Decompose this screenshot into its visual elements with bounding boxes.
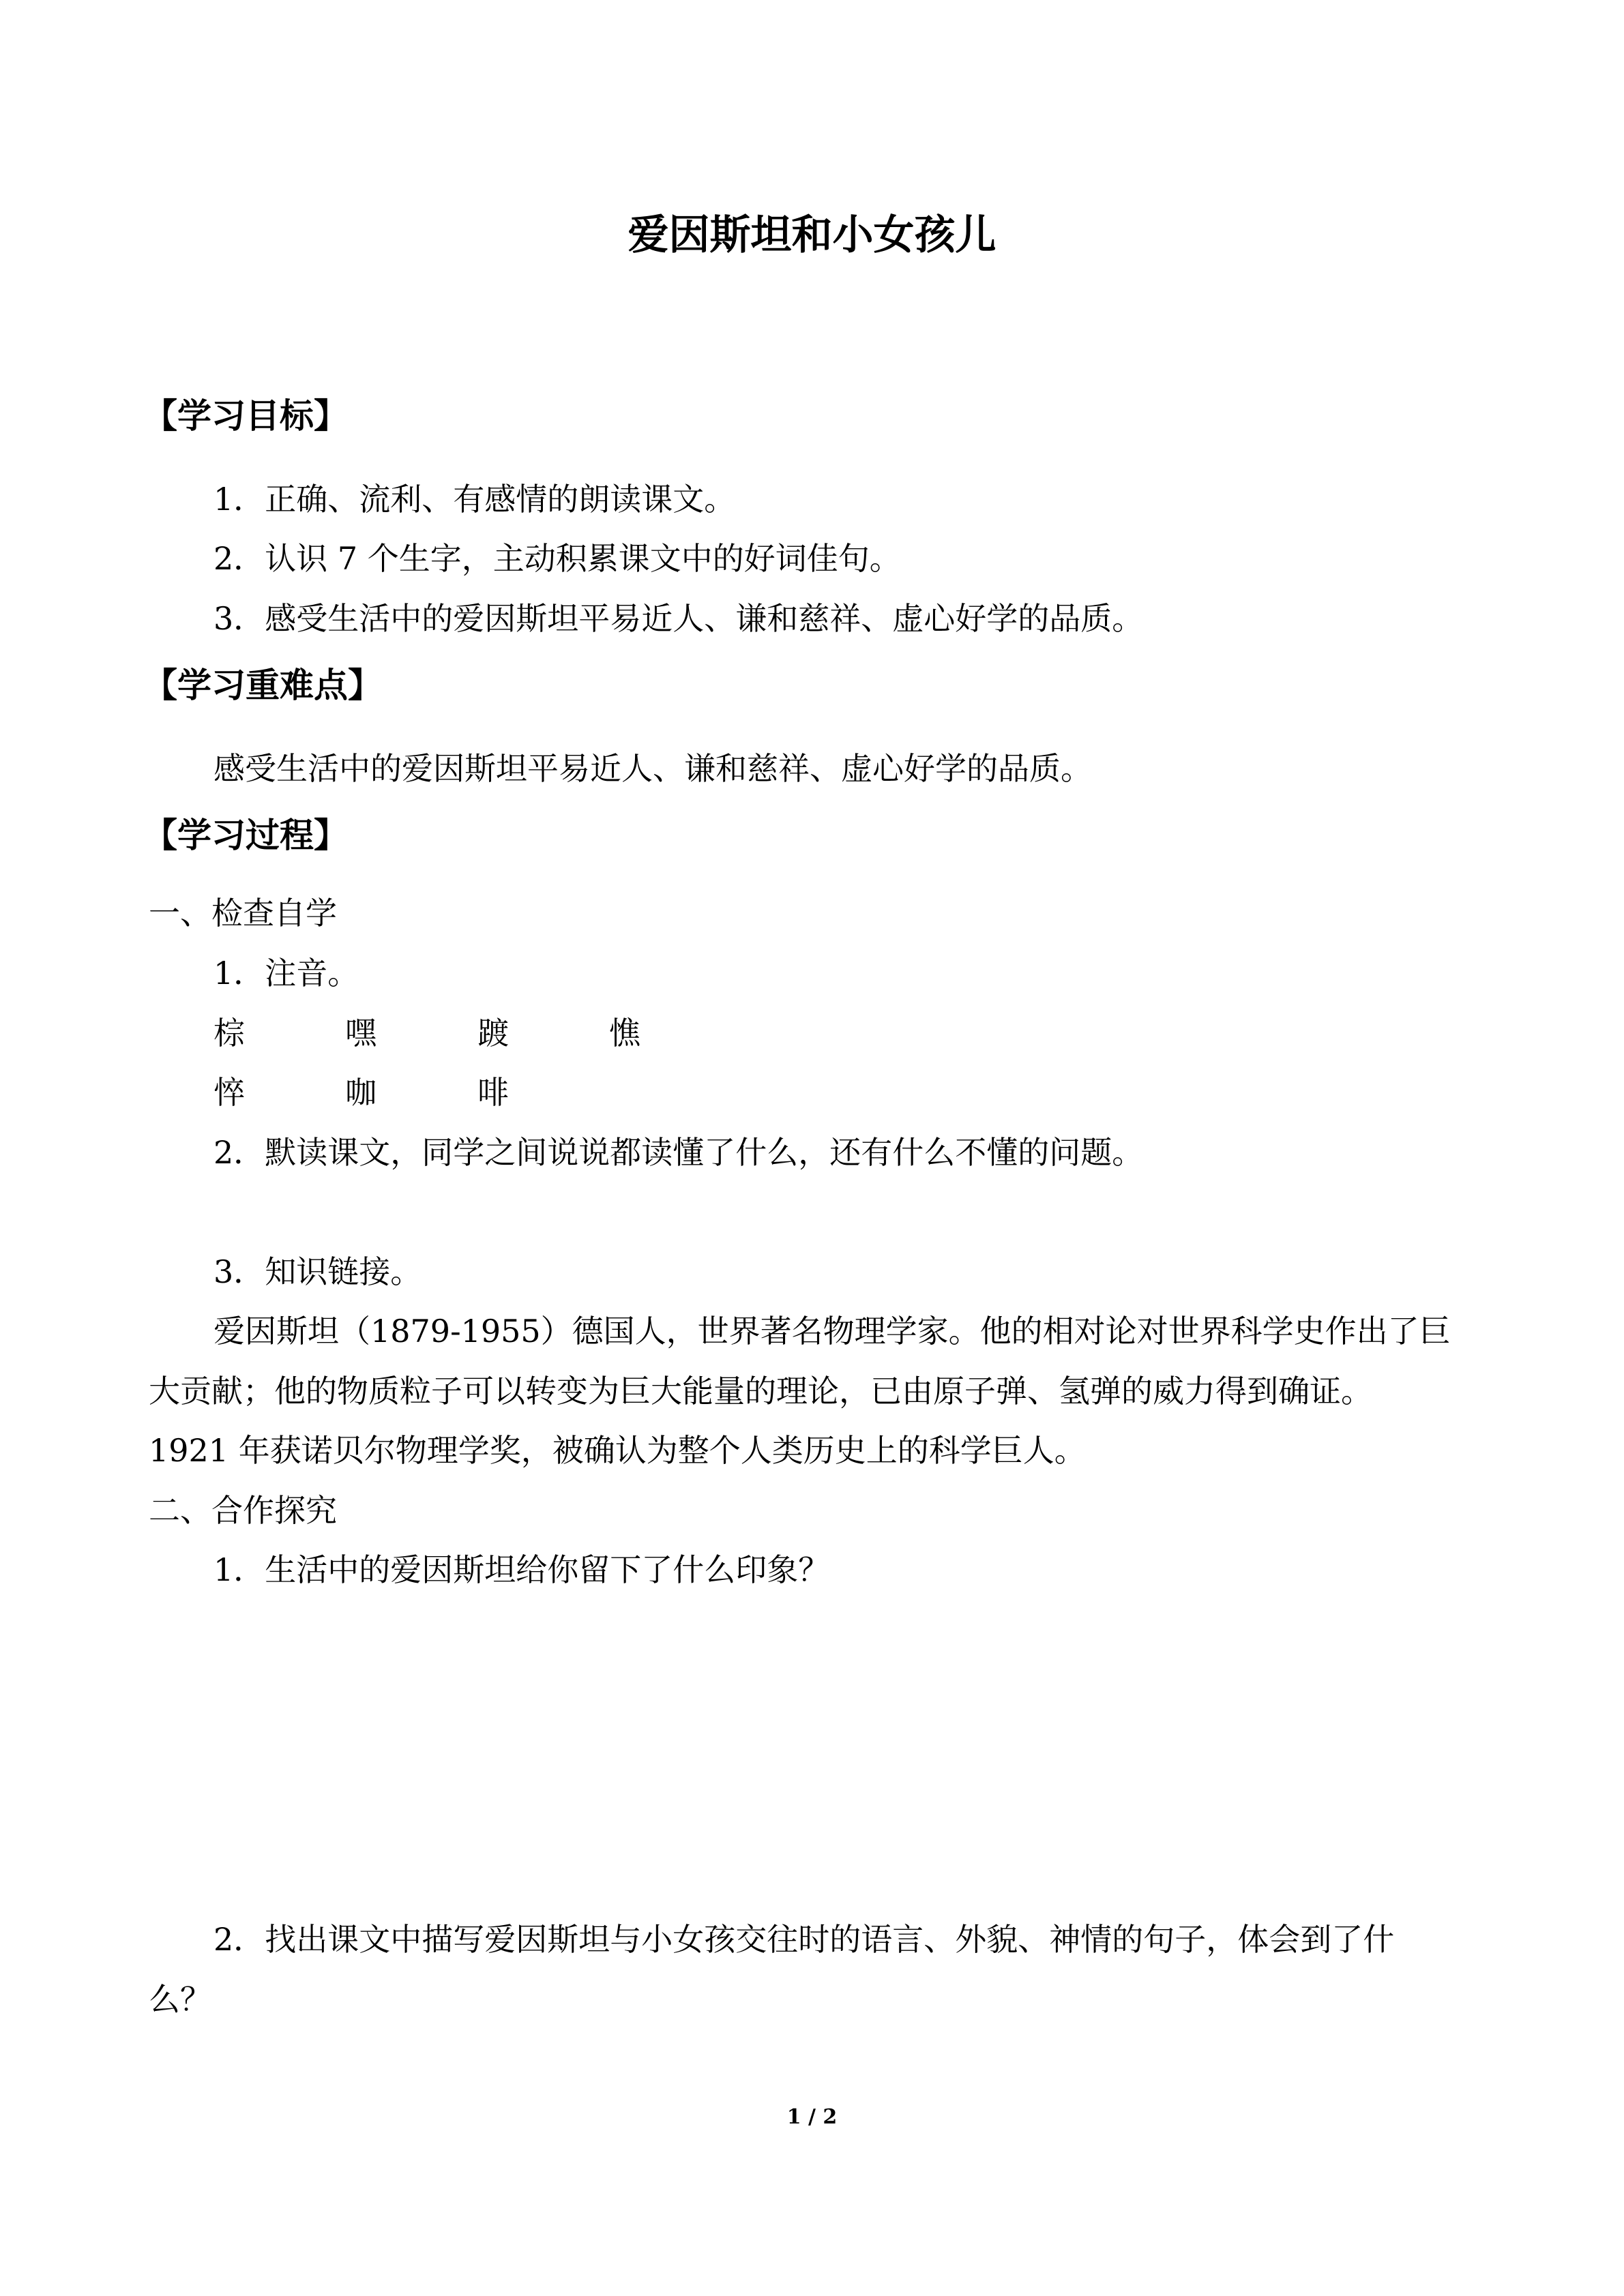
page-number: 1 / 2 <box>786 2105 838 2129</box>
part1-question-2: 2．默读课文，同学之间说说都读懂了什么，还有什么不懂的问题。 <box>213 1134 1144 1171</box>
part1-question-3: 3．知识链接。 <box>213 1253 422 1290</box>
key-points-heading: 【学习重难点】 <box>143 666 382 705</box>
part2-question-1: 1．生活中的爱因斯坦给你留下了什么印象？ <box>213 1551 830 1588</box>
knowledge-link-text: 大贡献；他的物质粒子可以转变为巨大能量的理论，已由原子弹、氢弹的威力得到确证。 <box>149 1373 1372 1410</box>
objective-item: 3．感受生活中的爱因斯坦平易近人、谦和慈祥、虚心好学的品质。 <box>213 600 1144 637</box>
knowledge-link-text: 爱因斯坦（1879-1955）德国人，世界著名物理学家。他的相对论对世界科学史作出了巨 <box>213 1313 1451 1350</box>
char-item: 悴 <box>213 1074 245 1111</box>
page-title: 爱因斯坦和小女孩儿 <box>628 211 996 259</box>
char-item: 嘿 <box>345 1015 377 1052</box>
part1-question-1: 1．注音。 <box>213 955 359 992</box>
key-points-text: 感受生活中的爱因斯坦平易近人、谦和慈祥、虚心好学的品质。 <box>213 750 1092 787</box>
part1-title: 一、检查自学 <box>149 895 337 931</box>
char-item: 踱 <box>477 1015 509 1052</box>
char-item: 咖 <box>345 1074 377 1111</box>
objective-item: 2．认识 7 个生字，主动积累课文中的好词佳句。 <box>213 540 901 577</box>
objectives-heading: 【学习目标】 <box>143 396 348 436</box>
process-heading: 【学习过程】 <box>143 816 348 855</box>
char-item: 棕 <box>213 1015 245 1052</box>
part2-question-2: 2．找出课文中描写爱因斯坦与小女孩交往时的语言、外貌、神情的句子，体会到了什 <box>213 1921 1395 1958</box>
char-item: 啡 <box>477 1074 509 1111</box>
part2-question-2-cont: 么？ <box>149 1981 211 2018</box>
part2-title: 二、合作探究 <box>149 1492 337 1529</box>
char-item: 憔 <box>609 1015 640 1052</box>
knowledge-link-text: 1921 年获诺贝尔物理学奖，被确认为整个人类历史上的科学巨人。 <box>149 1432 1086 1469</box>
objective-item: 1．正确、流利、有感情的朗读课文。 <box>213 481 736 518</box>
